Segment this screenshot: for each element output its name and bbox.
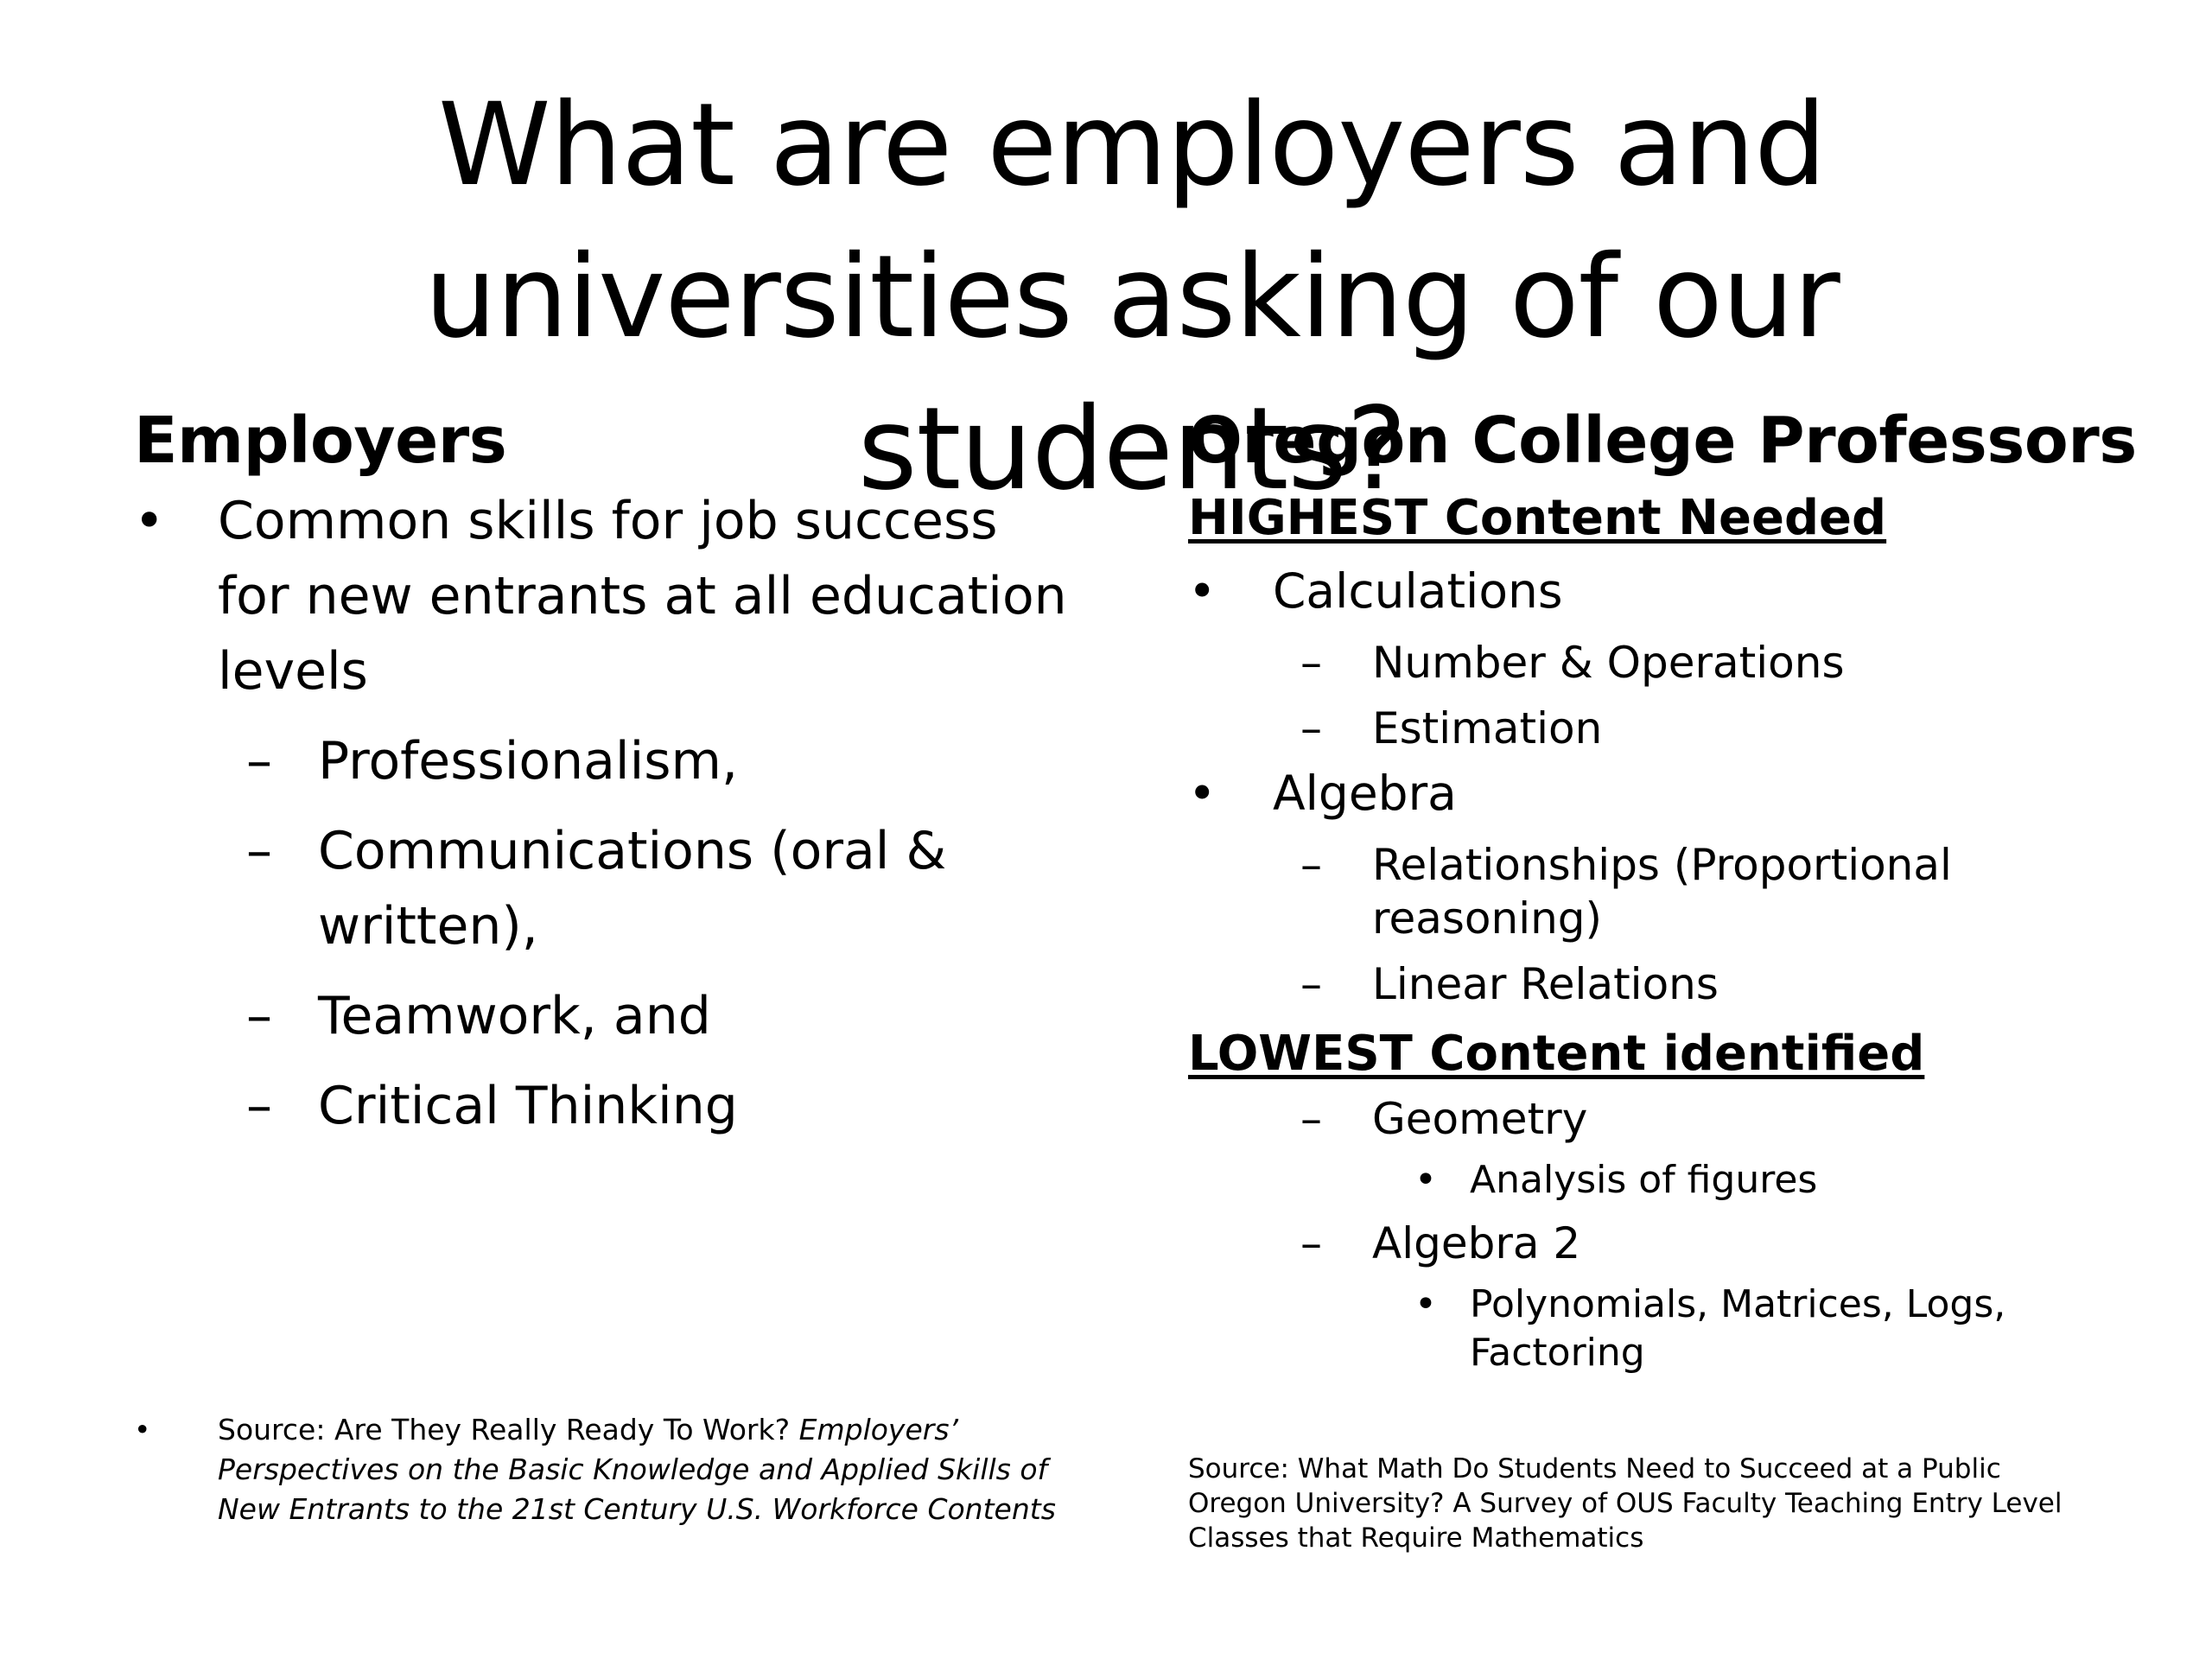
list-item <box>1188 957 2139 1011</box>
skill-professionalism: Professionalism, <box>318 731 739 791</box>
topic-analysis-of-figures: Analysis of figures <box>1470 1158 1818 1202</box>
dash-marker: – <box>246 1076 272 1136</box>
dash-marker: – <box>246 731 272 791</box>
list-item <box>134 814 1084 964</box>
topic-polynomials: Polynomials, Matrices, Logs, Factoring <box>1470 1282 2006 1375</box>
employers-bullet-text: Common skills for job success for new entrants at all education levels <box>218 491 1067 702</box>
list-item <box>1188 838 2139 945</box>
bullet-marker: • <box>134 1413 151 1446</box>
dash-marker: – <box>1300 638 1322 688</box>
list-item <box>1188 558 2139 624</box>
list-item <box>134 979 1084 1054</box>
employers-source <box>134 1410 1084 1529</box>
source-title: Employers’ Perspectives on the Basic Knowledge and Applied Skills of New Entrants to the 21st Century U.S. Workforce Contents <box>218 1413 1056 1526</box>
topic-algebra: Algebra <box>1273 766 1457 821</box>
topic-algebra-2: Algebra 2 <box>1372 1218 1581 1268</box>
list-item <box>134 1069 1084 1144</box>
list-item <box>1188 1156 2139 1205</box>
list-item <box>134 724 1084 799</box>
employers-column <box>134 397 1084 1144</box>
list-item <box>1188 760 2139 826</box>
topic-number-operations: Number & Operations <box>1372 638 1845 688</box>
slide-title: What are employers and universities asking of our students? <box>424 79 1840 516</box>
bullet-marker: • <box>1188 766 1217 821</box>
dash-marker: – <box>1300 840 1322 890</box>
topic-linear-relations: Linear Relations <box>1372 959 1719 1009</box>
bullet-marker: • <box>134 491 165 551</box>
skill-teamwork: Teamwork, and <box>318 986 711 1046</box>
list-item <box>1188 636 2139 690</box>
list-item <box>1188 1092 2139 1146</box>
bullet-marker: • <box>1414 1282 1437 1326</box>
professors-column <box>1188 397 2139 1377</box>
dash-marker: – <box>1300 703 1322 753</box>
skill-communications: Communications (oral & written), <box>318 821 947 957</box>
lowest-content-heading: LOWEST Content identified <box>1188 1026 1925 1082</box>
highest-content-heading: HIGHEST Content Needed <box>1188 490 1887 546</box>
bullet-marker: • <box>1188 563 1217 619</box>
source-prefix: Source: Are They Really Ready To Work? <box>218 1413 799 1446</box>
topic-calculations: Calculations <box>1273 563 1563 619</box>
employers-bullet <box>134 484 1084 709</box>
dash-marker: – <box>246 821 272 881</box>
bullet-marker: • <box>1414 1158 1437 1202</box>
topic-geometry: Geometry <box>1372 1094 1588 1144</box>
topic-relationships: Relationships (Proportional reasoning) <box>1372 840 1952 944</box>
list-item <box>1188 1217 2139 1270</box>
professors-heading: Oregon College Professors <box>1188 404 2137 478</box>
dash-marker: – <box>246 986 272 1046</box>
list-item <box>1188 702 2139 755</box>
dash-marker: – <box>1300 959 1322 1009</box>
dash-marker: – <box>1300 1094 1322 1144</box>
list-item <box>1188 1281 2139 1377</box>
topic-estimation: Estimation <box>1372 703 1603 753</box>
professors-source: Source: What Math Do Students Need to Succeed at a Public Oregon University? A Survey of OUS Faculty Teaching Entry Level Classes that Require Mathematics <box>1188 1453 2063 1554</box>
skill-critical-thinking: Critical Thinking <box>318 1076 738 1136</box>
employers-source-text <box>218 1410 1084 1529</box>
dash-marker: – <box>1300 1218 1322 1268</box>
employers-heading: Employers <box>134 404 507 478</box>
